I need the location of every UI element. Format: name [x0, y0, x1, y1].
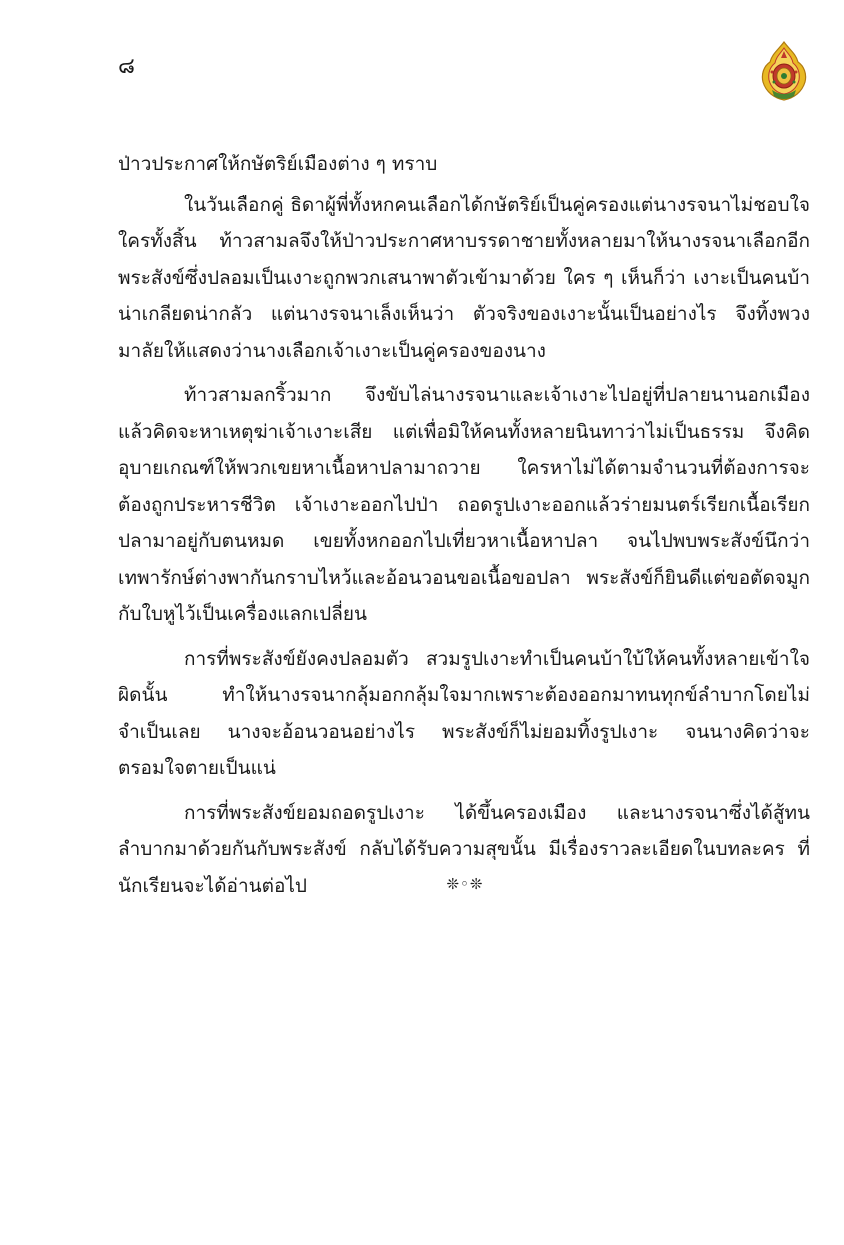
royal-emblem-icon [758, 40, 810, 102]
paragraph: ในวันเลือกคู่ ธิดาผู้พี่ทั้งหกคนเลือกได้กษัตริย์เป็นคู่ครองแต่นางรจนาไม่ชอบใจใครทั้งสิ้น ท้าวสามลจึงให้ป่าวประกาศหาบรรดาชายทั้งหลายมาให้นางรจนาเลือกอีก พระสังข์ซึ่งปลอมเป็นเงาะถูกพวกเสนาพาตัวเข้ามาด้วย ใคร ๆ เห็นก็ว่า เงาะเป็นคนบ้าน่าเกลียดน่ากลัว แต่นางรจนาเล็งเห็นว่า ตัวจริงของเงาะนั้นเป็นอย่างไร จึงทิ้งพวงมาลัยให้แสดงว่านางเลือกเจ้าเงาะเป็นคู่ครองของนาง [118, 193, 810, 362]
paragraph: การที่พระสังข์ยอมถอดรูปเงาะ ได้ขึ้นครองเมือง และนางรจนาซึ่งได้สู้ทนลำบากมาด้วยกันกับพระสังข์ กลับได้รับความสุขนั้น มีเรื่องราวละเอียดในบทละคร ที่นักเรียนจะได้อ่านต่อไป [118, 801, 810, 897]
section-end-ornament-icon: ❊◦❊ [446, 875, 484, 893]
paragraph: ท้าวสามลกริ้วมาก จึงขับไล่นางรจนาและเจ้าเงาะไปอยู่ที่ปลายนานอกเมือง แล้วคิดจะหาเหตุฆ่าเจ้าเงาะเสีย แต่เพื่อมิให้คนทั้งหลายนินทาว่าไม่เป็นธรรม จึงคิดอุบายเกณฑ์ให้พวกเขยหาเนื้อหาปลามาถวาย ใครหาไม่ได้ตามจำนวนที่ต้องการจะต้องถูกประหารชีวิต เจ้าเงาะออกไปป่า ถอดรูปเงาะออกแล้วร่ายมนตร์เรียกเนื้อเรียกปลามาอยู่กับตนหมด เขยทั้งหกออกไปเที่ยวหาเนื้อหาปลา จนไปพบพระสังข์นึกว่าเทพารักษ์ต่างพากันกราบไหว้และอ้อนวอนขอเนื้อขอปลา พระสังข์ก็ยินดีแต่ขอตัดจมูกกับใบหูไว้เป็นเครื่องแลกเปลี่ยน [118, 384, 810, 625]
paragraph-continuation: ป่าวประกาศให้กษัตริย์เมืองต่าง ๆ ทราบ [118, 153, 438, 175]
page-number: ๘ [118, 54, 135, 79]
body-text [118, 146, 810, 912]
paragraph: การที่พระสังข์ยังคงปลอมตัว สวมรูปเงาะทำเป็นคนบ้าใบ้ให้คนทั้งหลายเข้าใจผิดนั้น ทำให้นางรจนากลุ้มอกกลุ้มใจมากเพราะต้องออกมาทนทุกข์ลำบากโดยไม่จำเป็นเลย นางจะอ้อนวอนอย่างไร พระสังข์ก็ไม่ยอมทิ้งรูปเงาะ จนนางคิดว่าจะตรอมใจตายเป็นแน่ [118, 647, 810, 779]
